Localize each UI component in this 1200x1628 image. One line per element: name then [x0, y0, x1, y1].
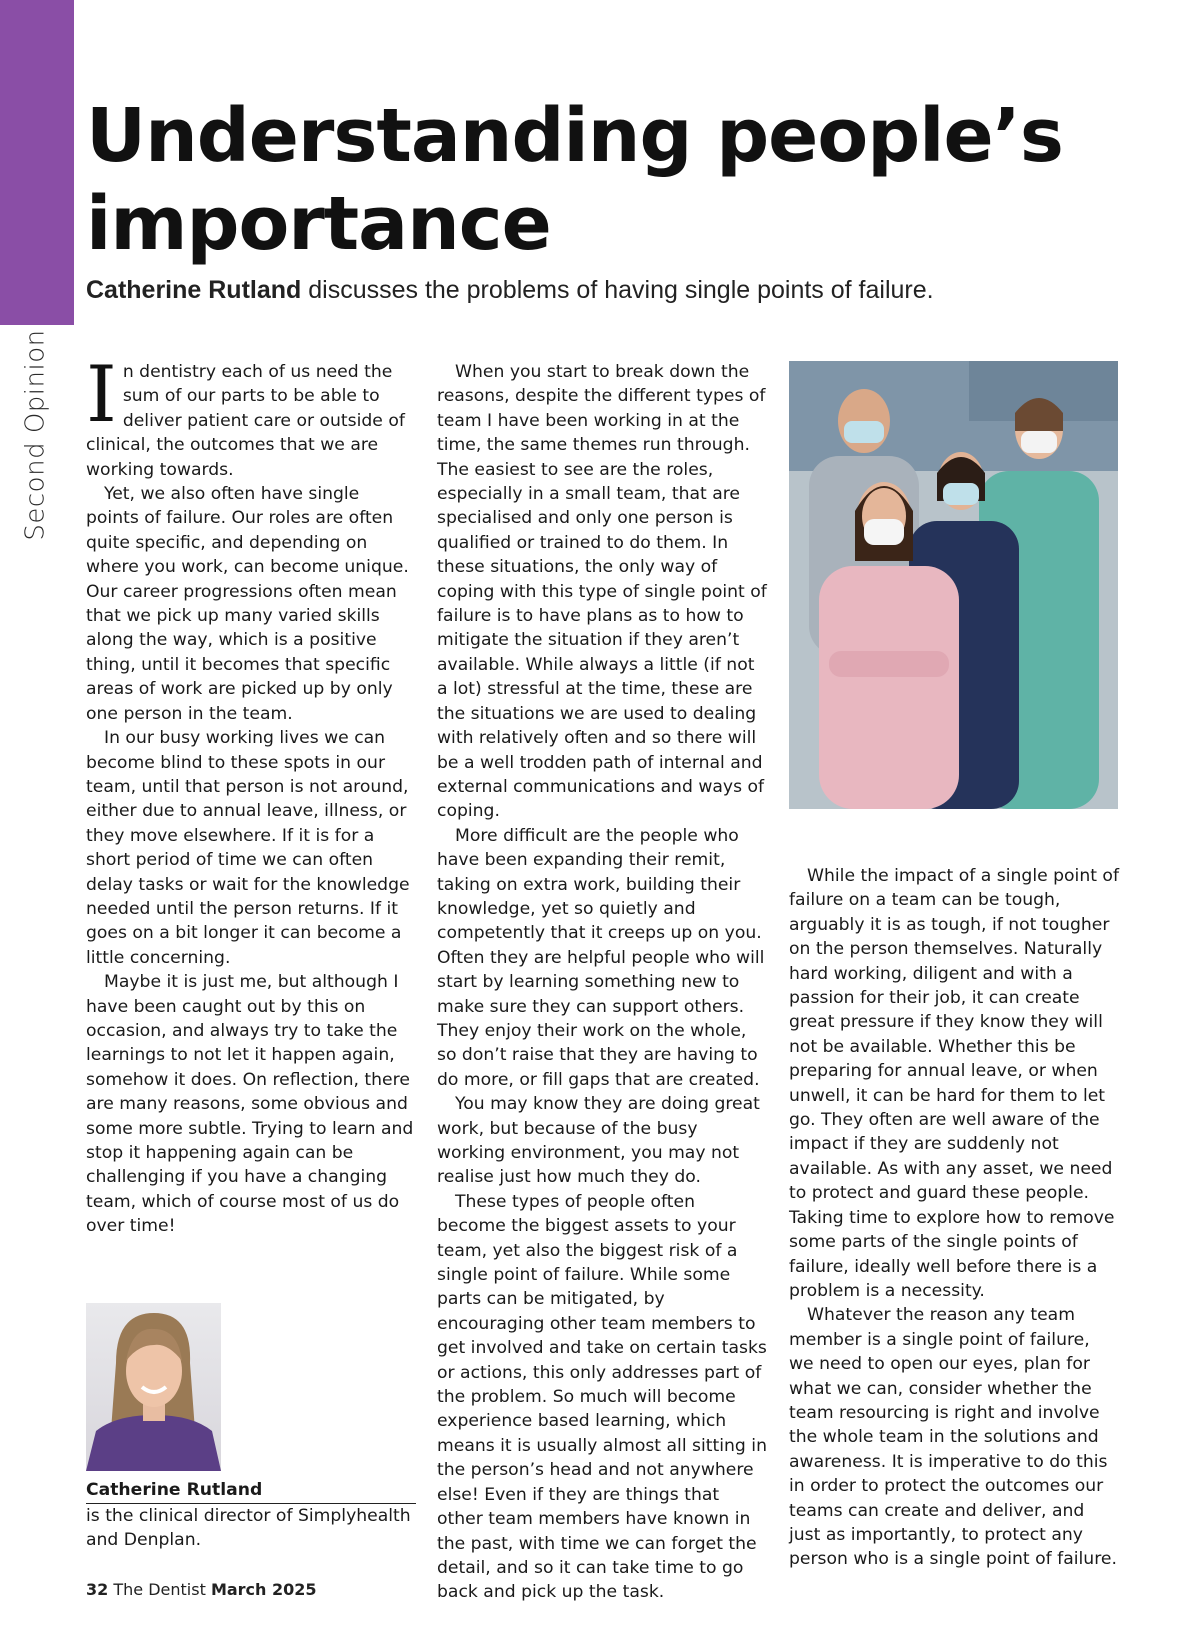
- article-column-1: [86, 350, 416, 1239]
- author-portrait-illustration: [86, 1303, 221, 1471]
- article-column-2: [437, 360, 767, 1605]
- standfirst: [86, 276, 1166, 305]
- section-label: [18, 329, 54, 541]
- author-photo: [86, 1303, 221, 1471]
- page-number: 32: [86, 1580, 109, 1599]
- paragraph: More difficult are the people who have been expanding their remit, taking on extra work, building their knowledge, yet so quietly and competently that it creeps up on you. Often they are helpful people who will start by learning something new to make sure they can support others. They enjoy their work on the whole, so don’t raise that they are having to do more, or fill gaps that are created.: [437, 825, 765, 1090]
- headline: Understanding people’s importance: [86, 93, 1063, 267]
- issue-date: March 2025: [210, 1580, 317, 1599]
- paragraph: While the impact of a single point of failure on a team can be tough, arguably it is as tough, if not tougher on the person themselves. Naturally hard working, diligent and with a passion for their job, it can create great pressure if they know they will not be available. Whether this be preparing for annual leave, or when unwell, it can be hard for them to let go. They often are well aware of the impact if they are suddenly not available. As with any asset, we need to protect and guard these people. Taking time to explore how to remove some parts of the single points of failure, ideally well before there is a problem is a necessity.: [789, 866, 1119, 1301]
- paragraph: Whatever the reason any team member is a single point of failure, we need to open our eyes, plan for what we can, consider whether the team resourcing is right and involve the whole team in the solutions and awareness. It is imperative to do this in order to protect the outcomes our teams can create and deliver, and just as importantly, to protect any person who is a single point of failure.: [789, 1305, 1117, 1570]
- page-footer: [86, 1580, 317, 1599]
- section-label-text: Second Opinion: [21, 329, 52, 541]
- paragraph: Yet, we also often have single points of failure. Our roles are often quite specific, and depending on where you work, can become unique. Our career progressions often mean that we pick up many varied skills along the way, which is a positive thing, until it becomes that specific areas of work are picked up by only one person in the team.: [86, 484, 409, 724]
- dental-team-photo: [789, 361, 1118, 809]
- standfirst-author: Catherine Rutland: [86, 276, 302, 304]
- paragraph: [86, 350, 416, 482]
- dropcap: I: [86, 350, 117, 440]
- section-color-tab: [0, 0, 74, 325]
- paragraph: When you start to break down the reasons, despite the different types of team I have been working in at the time, the same themes run through. The easiest to see are the roles, especially in a small team, that are specialised and only one person is qualified or trained to do them. In these situations, the only way of coping with this type of single point of failure is to have plans as to how to mitigate the situation if they aren’t available. While always a little (if not a lot) stressful at the time, these are the situations we are used to dealing with relatively often and so there will be a well trodden path of internal and external communications and ways of coping.: [437, 362, 767, 822]
- dental-team-illustration: [789, 361, 1118, 809]
- paragraph: You may know they are doing great work, but because of the busy working environment, you may not realise just how much they do.: [437, 1094, 760, 1188]
- bio-name: Catherine Rutland: [86, 1478, 416, 1504]
- author-bio: [86, 1478, 416, 1552]
- paragraph: In our busy working lives we can become blind to these spots in our team, until that person is not around, either due to annual leave, illness, or they move elsewhere. If it is for a short period of time we can often delay tasks or wait for the knowledge needed until the person returns. If it goes on a bit longer it can become a little concerning.: [86, 728, 410, 968]
- paragraph: These types of people often become the biggest assets to your team, yet also the biggest risk of a single point of failure. While some parts can be mitigated, by encouraging other team members to get involved and take on certain tasks or actions, this only addresses part of the problem. So much will become experience based learning, which means it is usually almost all sitting in the person’s head and not anywhere else! Even if they are things that other team members have known in the past, with time we can forget the detail, and so it can take time to go back and pick up the task.: [437, 1191, 767, 1603]
- publication-name: The Dentist: [113, 1580, 206, 1599]
- paragraph: Maybe it is just me, but although I have been caught out by this on occasion, and always try to take the learnings to not let it happen again, somehow it does. On reflection, there are many reasons, some obvious and some more subtle. Trying to learn and stop it happening again can be challenging if you have a changing team, which of course most of us do over time!: [86, 972, 414, 1237]
- standfirst-text: discusses the problems of having single points of failure.: [301, 276, 934, 304]
- paragraph-text: n dentistry each of us need the sum of our parts to be able to deliver patient care or outside of clinical, the outcomes that we are working towards.: [86, 362, 405, 480]
- bio-text: is the clinical director of Simplyhealth and Denplan.: [86, 1506, 411, 1550]
- article-column-3: [789, 864, 1119, 1572]
